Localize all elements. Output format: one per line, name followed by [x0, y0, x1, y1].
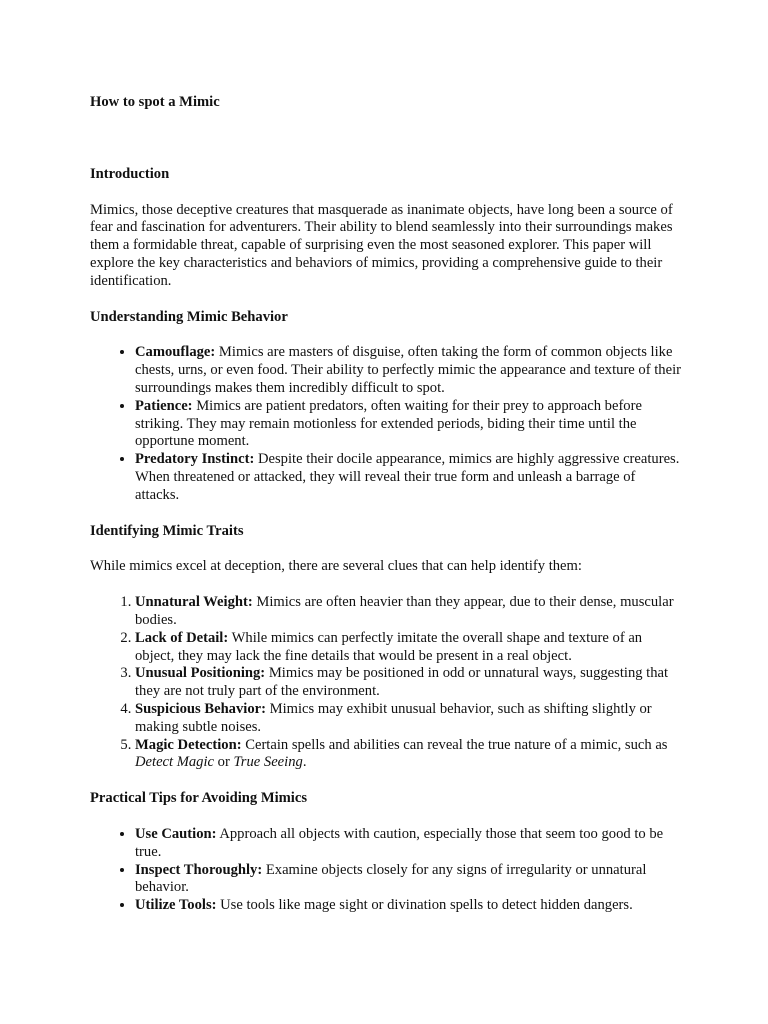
spell-name: True Seeing [233, 754, 303, 771]
trait-term: Suspicious Behavior: [135, 700, 266, 717]
behavior-item-patience [135, 398, 682, 451]
trait-item-unnatural-weight [135, 594, 682, 630]
trait-item-lack-of-detail [135, 630, 682, 666]
tip-item-inspect-thoroughly [135, 862, 682, 898]
behavior-term: Predatory Instinct: [135, 451, 255, 468]
trait-text: Mimics may be positioned in odd or unnatural ways, suggesting that they are not truly part of the environment. [135, 665, 669, 700]
introduction-heading: Introduction [90, 165, 170, 182]
trait-term: Lack of Detail: [135, 629, 229, 646]
behavior-item-camouflage [135, 344, 682, 397]
tip-text: Approach all objects with caution, especially those that seem too good to be true. [135, 825, 664, 860]
trait-text: or [214, 754, 234, 771]
tip-item-use-caution [135, 826, 682, 862]
trait-item-suspicious-behavior [135, 701, 682, 737]
spell-name: Detect Magic [135, 754, 215, 771]
behavior-list [90, 344, 682, 504]
document-page [90, 94, 682, 933]
trait-text: While mimics can perfectly imitate the overall shape and texture of an object, they may lack the fine details that would be present in a real object. [135, 629, 643, 664]
trait-text: Certain spells and abilities can reveal the true nature of a mimic, such as [241, 736, 668, 753]
behavior-heading: Understanding Mimic Behavior [90, 308, 288, 325]
trait-text: Mimics are often heavier than they appear, due to their dense, muscular bodies. [135, 594, 674, 628]
tip-term: Utilize Tools: [135, 897, 217, 914]
document-title: How to spot a Mimic [90, 94, 220, 110]
introduction-paragraph: Mimics, those deceptive creatures that masquerade as inanimate objects, have long been a source of fear and fascination for adventurers. Their ability to blend seamlessly into their surroundings makes them a formidable threat, capable of surprising even the most seasoned explorer. This paper will explore the key characteristics and behaviors of mimics, providing a comprehensive guide to their identification. [90, 201, 673, 289]
trait-text: Mimics may exhibit unusual behavior, such as shifting slightly or making subtle noises. [135, 700, 652, 735]
behavior-term: Camouflage: [135, 344, 216, 361]
trait-text: . [302, 754, 307, 771]
trait-item-unusual-positioning [135, 665, 682, 701]
tip-term: Use Caution: [135, 825, 217, 842]
behavior-text: Mimics are masters of disguise, often taking the form of common objects like chests, urns, or even food. Their ability to perfectly mimic the appearance and texture of their surroundings makes them incredibly difficult to spot. [135, 344, 681, 396]
behavior-text: Despite their docile appearance, mimics are highly aggressive creatures. When threatened or attacked, they will reveal their true form and unleash a barrage of attacks. [135, 451, 680, 503]
tips-list [90, 826, 682, 915]
trait-item-magic-detection [135, 737, 682, 773]
tip-term: Inspect Thoroughly: [135, 861, 263, 878]
trait-term: Unnatural Weight: [135, 594, 253, 611]
tip-text: Examine objects closely for any signs of irregularity or unnatural behavior. [135, 861, 647, 896]
traits-list [90, 594, 682, 772]
behavior-term: Patience: [135, 397, 193, 414]
trait-term: Magic Detection: [135, 736, 242, 753]
tip-text: Use tools like mage sight or divination spells to detect hidden dangers. [216, 897, 633, 914]
trait-term: Unusual Positioning: [135, 665, 266, 682]
traits-intro: While mimics excel at deception, there are several clues that can help identify them: [90, 558, 582, 575]
tip-item-utilize-tools [135, 897, 682, 915]
tips-heading: Practical Tips for Avoiding Mimics [90, 790, 308, 807]
traits-heading: Identifying Mimic Traits [90, 522, 244, 539]
behavior-item-predatory-instinct [135, 451, 682, 504]
behavior-text: Mimics are patient predators, often waiting for their prey to approach before striking. They may remain motionless for extended periods, biding their time until the opportune moment. [135, 397, 642, 450]
